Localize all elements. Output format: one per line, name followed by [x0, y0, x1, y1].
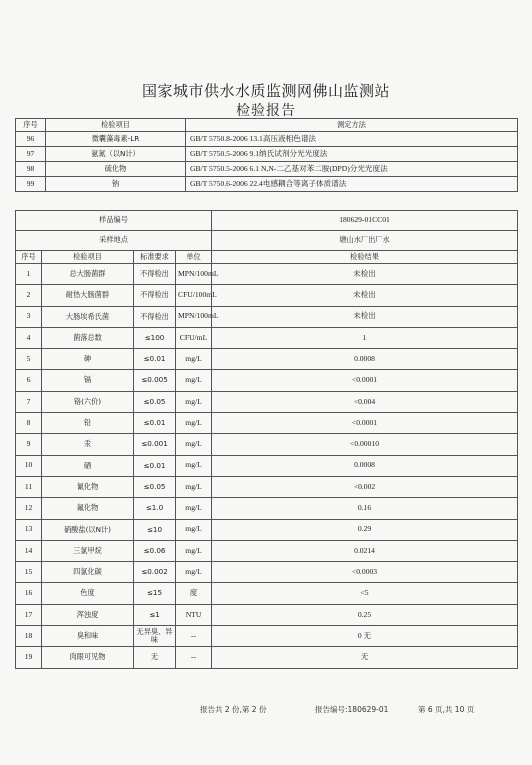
table-row	[16, 434, 518, 455]
row-result: 未检出	[212, 285, 518, 306]
row-result: 无	[212, 647, 518, 668]
row-method: GB/T 5750.5-2006 6.1 N,N-二乙基对苯二胺(DPD)分光光度法	[186, 162, 518, 177]
row-standard: 不得检出	[134, 264, 176, 285]
footer-copies: 报告共 2 份,第 2 份	[200, 705, 267, 714]
row-item: 四氯化碳	[42, 562, 134, 583]
row-unit: mg/L	[176, 476, 212, 497]
table-row	[16, 476, 518, 497]
row-unit: mg/L	[176, 562, 212, 583]
row-item: 汞	[42, 434, 134, 455]
row-standard: 无	[134, 647, 176, 668]
header-no: 序号	[16, 251, 42, 264]
row-unit: mg/L	[176, 540, 212, 561]
header-no: 序号	[16, 119, 46, 132]
row-no: 98	[16, 162, 46, 177]
table-row	[16, 177, 518, 192]
row-result: <0.002	[212, 476, 518, 497]
location-row	[16, 231, 518, 251]
row-method: GB/T 5750.5-2006 9.1纳氏试剂分光光度法	[186, 147, 518, 162]
row-no: 19	[16, 647, 42, 668]
row-unit: mg/L	[176, 413, 212, 434]
table-row	[16, 498, 518, 519]
row-item: 大肠埃希氏菌	[42, 306, 134, 327]
page-title: 国家城市供水水质监测网佛山监测站	[141, 82, 390, 100]
table-row	[16, 583, 518, 604]
row-item: 氰化物	[42, 476, 134, 497]
row-no: 8	[16, 413, 42, 434]
row-no: 97	[16, 147, 46, 162]
row-standard: ≤0.01	[134, 455, 176, 476]
row-standard: ≤0.01	[134, 349, 176, 370]
row-result: 0.25	[212, 604, 518, 625]
row-result: <0.0003	[212, 562, 518, 583]
row-item: 氟化物	[42, 498, 134, 519]
footer-report-no: 报告编号:180629-01	[315, 705, 389, 714]
row-item: 耐热大肠菌群	[42, 285, 134, 306]
row-no: 16	[16, 583, 42, 604]
sample-no-value: 180629-01CC01	[212, 211, 518, 231]
row-item: 三氯甲烷	[42, 540, 134, 561]
header-result: 检验结果	[212, 251, 518, 264]
table-row	[16, 147, 518, 162]
row-result: 未检出	[212, 306, 518, 327]
row-method: GB/T 5750.8-2006 13.1高压液相色谱法	[186, 132, 518, 147]
row-no: 12	[16, 498, 42, 519]
row-standard: ≤0.05	[134, 476, 176, 497]
row-no: 4	[16, 327, 42, 348]
row-unit: --	[176, 647, 212, 668]
row-standard: 不得检出	[134, 306, 176, 327]
table-row	[16, 132, 518, 147]
row-no: 2	[16, 285, 42, 306]
row-standard: ≤0.06	[134, 540, 176, 561]
row-item: 臭和味	[42, 626, 134, 647]
table-row	[16, 626, 518, 647]
row-item: 硫化物	[46, 162, 186, 177]
header-item: 检验项目	[42, 251, 134, 264]
row-result: 未检出	[212, 264, 518, 285]
row-item: 微囊藻毒素-LR	[46, 132, 186, 147]
row-item: 钠	[46, 177, 186, 192]
table-row	[16, 285, 518, 306]
row-standard: ≤15	[134, 583, 176, 604]
row-standard: ≤0.002	[134, 562, 176, 583]
sample-no-label: 样品编号	[16, 211, 212, 231]
row-result: <0.0001	[212, 370, 518, 391]
methods-table	[15, 118, 518, 192]
row-unit: MPN/100mL	[176, 264, 212, 285]
row-standard: ≤0.005	[134, 370, 176, 391]
row-item: 总大肠菌群	[42, 264, 134, 285]
row-item: 铅	[42, 413, 134, 434]
row-unit: mg/L	[176, 455, 212, 476]
row-unit: mg/L	[176, 519, 212, 540]
row-result: 0.16	[212, 498, 518, 519]
row-item: 硒	[42, 455, 134, 476]
row-item: 肉眼可见物	[42, 647, 134, 668]
row-no: 99	[16, 177, 46, 192]
row-item: 砷	[42, 349, 134, 370]
table-row	[16, 306, 518, 327]
row-result: 0 无	[212, 626, 518, 647]
table-row	[16, 455, 518, 476]
row-no: 18	[16, 626, 42, 647]
table-row	[16, 519, 518, 540]
header-item: 检验项目	[46, 119, 186, 132]
row-item: 镉	[42, 370, 134, 391]
row-standard: ≤0.01	[134, 413, 176, 434]
row-standard: 无异臭、异味	[134, 626, 176, 647]
row-result: 1	[212, 327, 518, 348]
row-no: 15	[16, 562, 42, 583]
results-table	[15, 210, 518, 669]
row-result: <0.004	[212, 391, 518, 412]
row-result: <0.0001	[212, 413, 518, 434]
table-row	[16, 327, 518, 348]
row-unit: CFU/100mL	[176, 285, 212, 306]
row-standard: ≤100	[134, 327, 176, 348]
table-row	[16, 391, 518, 412]
row-result: 0.0214	[212, 540, 518, 561]
row-no: 9	[16, 434, 42, 455]
row-no: 11	[16, 476, 42, 497]
table-row	[16, 349, 518, 370]
row-no: 10	[16, 455, 42, 476]
location-value: 塘山水厂出厂水	[212, 231, 518, 251]
row-standard: ≤1	[134, 604, 176, 625]
location-label: 采样地点	[16, 231, 212, 251]
row-unit: mg/L	[176, 391, 212, 412]
row-no: 3	[16, 306, 42, 327]
row-result: 0.29	[212, 519, 518, 540]
table-row	[16, 604, 518, 625]
row-no: 1	[16, 264, 42, 285]
row-unit: --	[176, 626, 212, 647]
row-result: 0.0008	[212, 455, 518, 476]
row-unit: mg/L	[176, 370, 212, 391]
row-standard: ≤0.001	[134, 434, 176, 455]
table-row	[16, 413, 518, 434]
row-no: 6	[16, 370, 42, 391]
row-result: 0.0008	[212, 349, 518, 370]
row-no: 13	[16, 519, 42, 540]
table-row	[16, 562, 518, 583]
row-unit: CFU/mL	[176, 327, 212, 348]
row-standard: ≤0.05	[134, 391, 176, 412]
row-item: 铬(六价)	[42, 391, 134, 412]
row-unit: mg/L	[176, 349, 212, 370]
table-row	[16, 370, 518, 391]
row-no: 5	[16, 349, 42, 370]
results-header-row	[16, 251, 518, 264]
row-method: GB/T 5750.6-2006 22.4电感耦合等离子体质谱法	[186, 177, 518, 192]
row-standard: ≤10	[134, 519, 176, 540]
row-unit: NTU	[176, 604, 212, 625]
row-unit: 度	[176, 583, 212, 604]
table-row	[16, 540, 518, 561]
row-result: <0.00010	[212, 434, 518, 455]
page-subtitle: 检验报告	[236, 103, 296, 119]
row-no: 96	[16, 132, 46, 147]
row-unit: MPN/100mL	[176, 306, 212, 327]
row-no: 7	[16, 391, 42, 412]
row-item: 硝酸盐(以N计)	[42, 519, 134, 540]
row-no: 14	[16, 540, 42, 561]
row-unit: mg/L	[176, 434, 212, 455]
row-item: 氨氮（以N计）	[46, 147, 186, 162]
table-row	[16, 162, 518, 177]
row-item: 色度	[42, 583, 134, 604]
row-no: 17	[16, 604, 42, 625]
header-standard: 标准要求	[134, 251, 176, 264]
methods-header-row	[16, 119, 518, 132]
table-row	[16, 264, 518, 285]
row-result: <5	[212, 583, 518, 604]
header-method: 测定方法	[186, 119, 518, 132]
sample-no-row	[16, 211, 518, 231]
row-item: 浑浊度	[42, 604, 134, 625]
row-standard: ≤1.0	[134, 498, 176, 519]
table-row	[16, 647, 518, 668]
footer-page: 第 6 页,共 10 页	[418, 705, 475, 714]
row-item: 菌落总数	[42, 327, 134, 348]
header-unit: 单位	[176, 251, 212, 264]
row-unit: mg/L	[176, 498, 212, 519]
row-standard: 不得检出	[134, 285, 176, 306]
